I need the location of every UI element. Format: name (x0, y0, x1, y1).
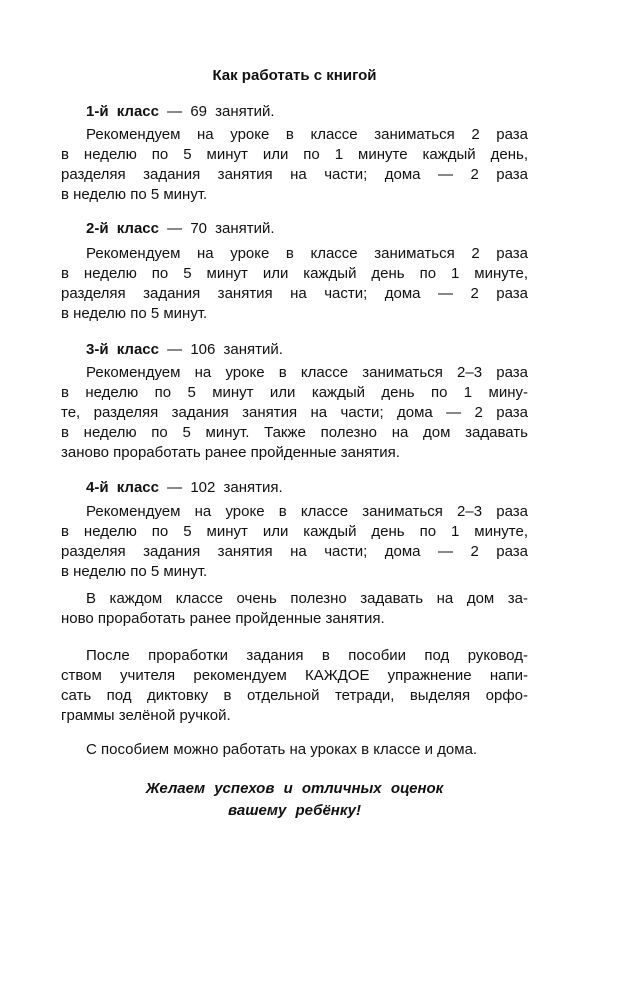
grade-2-paragraph (61, 244, 528, 324)
every-class-note (61, 589, 528, 629)
grade-1-count: — 69 занятий. (167, 103, 275, 120)
grade-3-paragraph (61, 363, 528, 463)
paragraph-line: разделяя задания занятия на части; дома — 2 раза (61, 285, 528, 302)
grade-3-count: — 106 занятий. (167, 341, 283, 358)
paragraph-line: в неделю по 5 минут. (61, 563, 208, 580)
grade-3-name: 3-й класс (86, 341, 159, 358)
grade-4-name: 4-й класс (86, 479, 159, 496)
paragraph-line: В каждом классе очень полезно задавать на дом за- (86, 590, 528, 607)
wish-line: Желаем успехов и отличных оценок (145, 780, 444, 797)
paragraph-line: После проработки задания в пособии под руковод- (86, 647, 528, 664)
paragraph-line: Рекомендуем на уроке в классе заниматься 2 раза (86, 245, 528, 262)
paragraph-line: разделяя задания занятия на части; дома — 2 раза (61, 543, 528, 560)
paragraph-line: в неделю по 5 минут. Также полезно на дом задавать (61, 424, 528, 441)
grade-4-paragraph (61, 502, 528, 582)
paragraph-line: заново проработать ранее пройденные занятия. (61, 444, 400, 461)
paragraph-line: те, разделяя задания занятия на части; дома — 2 раза (61, 404, 528, 421)
paragraph-line: в неделю по 5 минут или каждый день по 1 мину- (61, 384, 528, 401)
after-work-note (61, 646, 528, 726)
paragraph-line: Рекомендуем на уроке в классе заниматься 2 раза (86, 126, 528, 143)
usage-note (61, 740, 528, 760)
paragraph-line: ново проработать ранее пройденные занятия. (61, 610, 385, 627)
paragraph-line: ством учителя рекомендуем КАЖДОЕ упражнение напи- (61, 667, 528, 684)
grade-1-name: 1-й класс (86, 103, 159, 120)
grade-2-heading (86, 219, 275, 239)
paragraph-line: в неделю по 5 минут. (61, 305, 208, 322)
paragraph-line: С пособием можно работать на уроках в классе и дома. (86, 741, 478, 758)
grade-1-heading (86, 102, 275, 122)
paragraph-line: в неделю по 5 минут или каждый день по 1 минуте, (61, 523, 528, 540)
paragraph-line: в неделю по 5 минут или каждый день по 1 минуте, (61, 265, 528, 282)
paragraph-line: в неделю по 5 минут. (61, 186, 208, 203)
closing-wish (61, 778, 528, 822)
page-title: Как работать с книгой (212, 67, 377, 84)
paragraph-line: разделяя задания занятия на части; дома — 2 раза (61, 166, 528, 183)
grade-1-paragraph (61, 125, 528, 205)
grade-4-count: — 102 занятия. (167, 479, 283, 496)
paragraph-line: в неделю по 5 минут или по 1 минуте каждый день, (61, 146, 528, 163)
paragraph-line: граммы зелёной ручкой. (61, 707, 231, 724)
grade-3-heading (86, 340, 283, 360)
paragraph-line: Рекомендуем на уроке в классе заниматься 2–3 раза (86, 364, 528, 381)
grade-2-name: 2-й класс (86, 220, 159, 237)
paragraph-line: сать под диктовку в отдельной тетради, выделяя орфо- (61, 687, 528, 704)
wish-line: вашему ребёнку! (228, 802, 361, 819)
grade-2-count: — 70 занятий. (167, 220, 275, 237)
paragraph-line: Рекомендуем на уроке в классе заниматься 2–3 раза (86, 503, 528, 520)
grade-4-heading (86, 478, 283, 498)
